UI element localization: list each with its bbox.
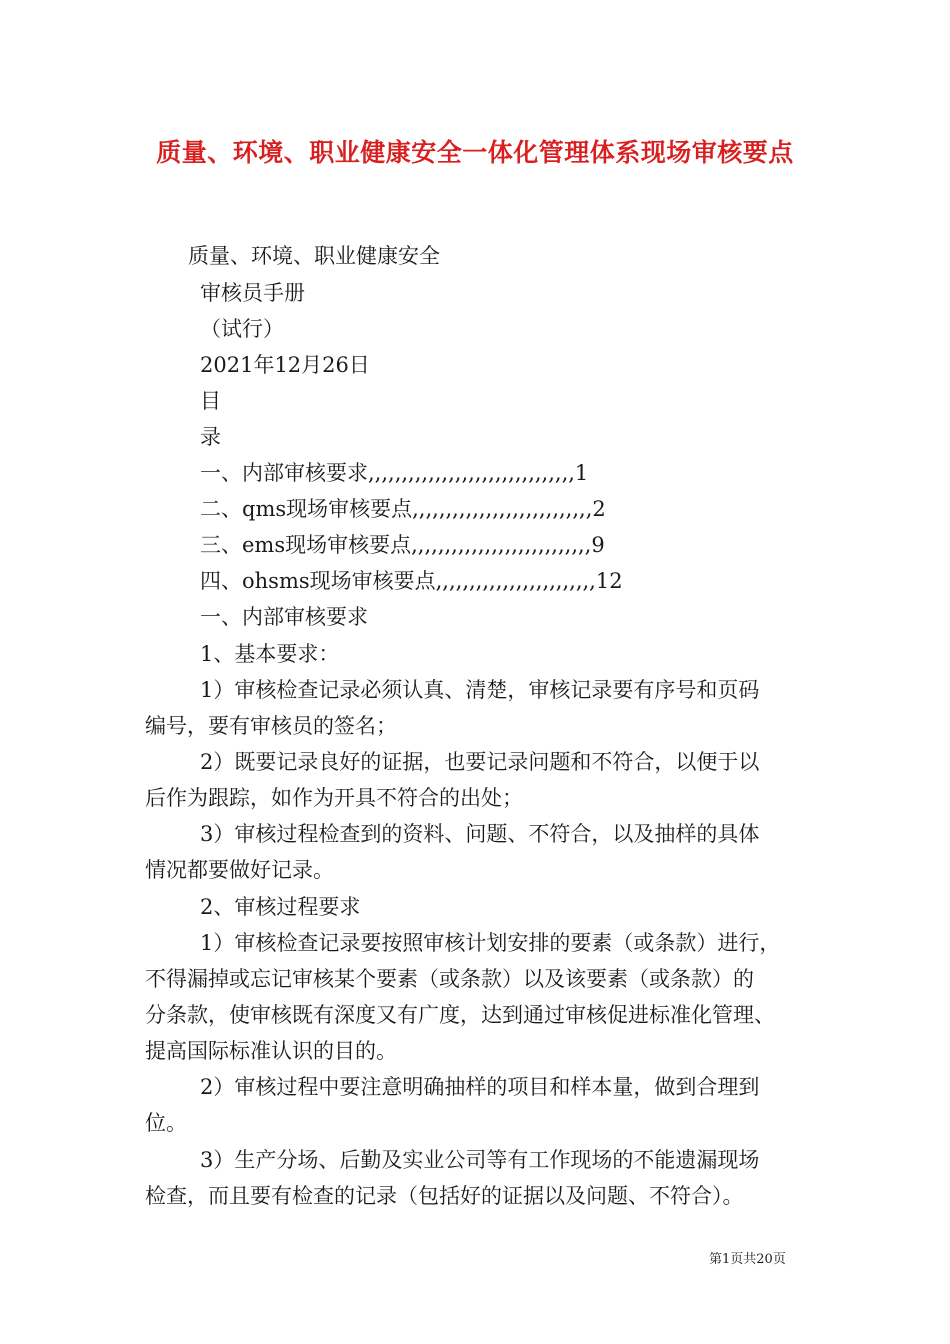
- cover-date: 2021年12月26日: [200, 353, 370, 377]
- cover-line-2: 审核员手册: [200, 281, 305, 305]
- paragraph-line: 编号，要有审核员的签名；: [145, 714, 397, 738]
- paragraph-line: 不得漏掉或忘记审核某个要素（或条款）以及该要素（或条款）的: [145, 967, 754, 991]
- paragraph-line: 提高国际标准认识的目的。: [145, 1039, 397, 1063]
- subsection-heading: 2、审核过程要求: [200, 895, 361, 919]
- toc-item: 三、ems现场审核要点,,,,,,,,,,,,,,,,,,,,,,,,,,,9: [200, 533, 605, 557]
- subsection-heading: 1、基本要求：: [200, 642, 340, 666]
- toc-heading-2: 录: [200, 425, 221, 449]
- paragraph-line: 1）审核检查记录要按照审核计划安排的要素（或条款）进行，: [200, 931, 781, 955]
- toc-heading-1: 目: [200, 389, 221, 413]
- paragraph-line: 2）审核过程中要注意明确抽样的项目和样本量，做到合理到: [200, 1075, 760, 1099]
- paragraph-line: 情况都要做好记录。: [145, 858, 334, 882]
- toc-item: 一、内部审核要求,,,,,,,,,,,,,,,,,,,,,,,,,,,,,,,1: [200, 461, 589, 485]
- page-number: 第1页共20页: [709, 1252, 786, 1267]
- paragraph-line: 3）审核过程检查到的资料、问题、不符合，以及抽样的具体: [200, 822, 760, 846]
- cover-line-1: 质量、环境、职业健康安全: [188, 244, 440, 268]
- paragraph-line: 检查，而且要有检查的记录（包括好的证据以及问题、不符合）。: [145, 1184, 744, 1208]
- toc-item: 四、ohsms现场审核要点,,,,,,,,,,,,,,,,,,,,,,,,12: [200, 569, 623, 593]
- paragraph-line: 分条款，使审核既有深度又有广度，达到通过审核促进标准化管理、: [145, 1003, 775, 1027]
- paragraph-line: 位。: [145, 1111, 187, 1135]
- document-title: 质量、环境、职业健康安全一体化管理体系现场审核要点: [156, 138, 794, 167]
- paragraph-line: 3）生产分场、后勤及实业公司等有工作现场的不能遗漏现场: [200, 1148, 760, 1172]
- toc-item: 二、qms现场审核要点,,,,,,,,,,,,,,,,,,,,,,,,,,,2: [200, 497, 606, 521]
- paragraph-line: 后作为跟踪，如作为开具不符合的出处；: [145, 786, 523, 810]
- section-heading: 一、内部审核要求: [200, 605, 368, 629]
- paragraph-line: 1）审核检查记录必须认真、清楚，审核记录要有序号和页码: [200, 678, 760, 702]
- paragraph-line: 2）既要记录良好的证据，也要记录问题和不符合，以便于以: [200, 750, 760, 774]
- cover-line-3: （试行）: [200, 317, 284, 341]
